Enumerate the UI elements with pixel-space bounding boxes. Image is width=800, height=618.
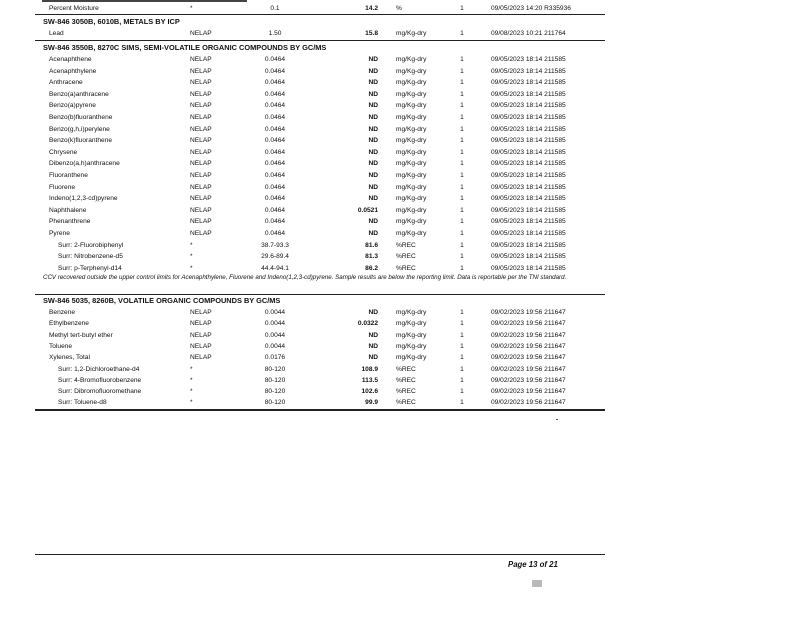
table-row [0,182,800,193]
result-value: 113.5 [361,376,378,384]
dilution: 1 [460,388,464,396]
analysis-date-batch: 09/02/2023 19:56 211647 [491,320,566,328]
analysis-date-batch: 09/05/2023 18:14 211585 [491,183,566,191]
dilution: 1 [460,160,464,168]
report-limit: 0.0464 [264,206,286,214]
table-row [0,193,800,204]
analysis-date-batch: 09/05/2023 18:14 211585 [491,172,566,179]
cert-flag: NELAP [190,67,212,75]
table-row [0,158,800,169]
analyte-name: Toluene [49,342,73,350]
cert-flag: NELAP [190,148,212,156]
section-divider [35,40,605,41]
dilution: 1 [460,102,464,110]
cert-flag: NELAP [190,114,212,121]
result-value: 108.9 [361,365,378,373]
table-row [0,341,800,352]
analysis-date-batch: 09/05/2023 18:14 211585 [491,218,566,226]
analyte-name: Fluoranthene [49,172,88,179]
table-row [0,364,800,375]
cert-flag: NELAP [190,183,212,191]
report-limit: 44.4-94.1 [261,264,289,272]
analysis-date-batch: 09/05/2023 18:14 211585 [491,90,566,98]
result-value: ND [368,67,378,75]
cert-flag: NELAP [190,342,212,350]
units: mg/Kg-dry [396,218,427,226]
analyte-name: Surr: Nitrobenzene-d5 [58,253,123,261]
cert-flag: * [190,253,193,261]
result-value: ND [368,230,378,237]
analysis-date-batch: 09/02/2023 19:56 211647 [491,399,566,407]
units: mg/Kg-dry [396,102,427,110]
report-limit: 0.0464 [264,160,286,168]
analyte-name: Surr: 4-Bromofluorobenzene [58,376,142,384]
result-value: 0.0521 [357,206,378,214]
table-row [0,3,800,14]
analyte-name: Benzo(g,h,i)perylene [49,125,110,133]
report-limit: 0.0176 [264,354,286,362]
dilution: 1 [460,172,464,179]
report-limit: 0.0464 [264,56,286,63]
table-row [0,54,800,65]
dilution: 1 [460,67,464,75]
dilution: 1 [460,354,464,362]
cert-flag: * [190,399,193,407]
units: mg/Kg-dry [396,331,427,339]
units: mg/Kg-dry [396,56,427,63]
report-limit: 0.0464 [264,137,286,145]
report-limit: 0.0464 [264,90,286,98]
analysis-date-batch: 09/05/2023 18:14 211585 [491,125,566,133]
result-value: ND [368,79,378,87]
analysis-date-batch: 09/05/2023 18:14 211585 [491,206,566,214]
cert-flag: NELAP [190,90,212,98]
table-row [0,330,800,341]
result-value: 0.0322 [357,320,378,328]
svoc-section-heading: SW-846 3550B, 8270C SIMS, SEMI-VOLATILE ORGANIC COMPOUNDS BY GC/MS [43,43,327,52]
cert-flag: NELAP [190,230,212,237]
report-limit: 0.0464 [264,218,286,226]
analysis-date-batch: 09/05/2023 18:14 211585 [491,79,566,87]
analyte-name: Dibenzo(a,h)anthracene [49,160,120,168]
report-limit: 0.0044 [264,331,286,339]
section-divider [35,14,605,15]
cert-flag: * [190,5,193,12]
top-clipped-line [42,0,247,2]
units: %REC [396,365,416,373]
analysis-date-batch: 09/05/2023 18:14 211585 [491,137,566,145]
cert-flag: NELAP [190,320,212,328]
analyte-name: Indeno(1,2,3-cd)pyrene [49,195,118,203]
report-limit: 0.0464 [264,172,286,179]
dilution: 1 [460,195,464,203]
analyte-name: Naphthalene [49,206,87,214]
analysis-date-batch: 09/05/2023 18:14 211585 [491,253,566,261]
metals-section-heading: SW-846 3050B, 6010B, METALS BY ICP [43,17,180,26]
dilution: 1 [460,125,464,133]
analysis-date-batch: 09/02/2023 19:56 211647 [491,365,566,373]
report-limit: 0.0464 [264,79,286,87]
units: %REC [396,241,416,249]
table-row [0,352,800,363]
result-value: ND [368,160,378,168]
analysis-date-batch: 09/02/2023 19:56 211647 [491,342,566,350]
analysis-date-batch: 09/05/2023 18:14 211585 [491,56,566,63]
dilution: 1 [460,253,464,261]
units: mg/Kg-dry [396,30,427,37]
cert-flag: NELAP [190,30,212,37]
table-row [0,124,800,135]
table-row [0,112,800,123]
report-limit: 0.0464 [264,114,286,121]
report-limit: 29.6-89.4 [261,253,289,261]
dilution: 1 [460,90,464,98]
analyte-name: Ethylbenzene [49,320,89,328]
dilution: 1 [460,399,464,407]
initials-stamp [532,580,542,587]
table-row [0,100,800,111]
report-limit: 0.0464 [264,102,286,110]
dilution: 1 [460,264,464,272]
dilution: 1 [460,320,464,328]
units: mg/Kg-dry [396,137,427,145]
table-row [0,77,800,88]
analyte-name: Chrysene [49,148,78,156]
table-row [0,375,800,386]
report-limit: 1.50 [268,30,282,37]
report-limit: 0.0044 [264,309,286,316]
dilution: 1 [460,331,464,339]
dilution: 1 [460,309,464,316]
units: mg/Kg-dry [396,206,427,214]
analyte-name: Xylenes, Total [49,354,90,362]
analysis-date-batch: 09/08/2023 10:21 211764 [491,30,566,37]
result-value: ND [368,137,378,145]
result-value: ND [368,114,378,121]
result-value: ND [368,331,378,339]
table-row [0,205,800,216]
report-limit: 80-120 [264,365,286,373]
result-value: ND [368,354,378,362]
cert-flag: NELAP [190,102,212,110]
analyte-name: Fluorene [49,183,76,191]
analysis-date-batch: 09/02/2023 19:56 211647 [491,388,566,396]
table-row [0,216,800,227]
dilution: 1 [460,218,464,226]
analyte-name: Acenaphthylene [49,67,97,75]
analyte-name: Benzo(k)fluoranthene [49,137,113,145]
units: mg/Kg-dry [396,160,427,168]
analyte-name: Surr: Dibromofluoromethane [58,388,142,396]
result-value: ND [368,342,378,350]
report-limit: 0.0464 [264,183,286,191]
result-value: ND [368,172,378,179]
dilution: 1 [460,365,464,373]
report-limit: 0.0464 [264,67,286,75]
dilution: 1 [460,241,464,249]
analysis-date-batch: 09/02/2023 19:56 211647 [491,309,566,316]
analyte-name: Benzo(a)pyrene [49,102,96,110]
cert-flag: NELAP [190,354,212,362]
table-row [0,240,800,251]
analyte-name: Acenaphthene [49,56,92,63]
units: %REC [396,264,416,272]
result-value: ND [368,183,378,191]
cert-flag: NELAP [190,56,212,63]
report-limit: 80-120 [264,376,286,384]
report-limit: 80-120 [264,388,286,396]
units: mg/Kg-dry [396,90,427,98]
units: %REC [396,388,416,396]
analysis-date-batch: 09/05/2023 18:14 211585 [491,230,566,237]
report-limit: 0.0464 [264,125,286,133]
page-number: Page 13 of 21 [508,560,558,569]
units: mg/Kg-dry [396,148,427,156]
dilution: 1 [460,79,464,87]
analysis-date-batch: 09/05/2023 14:20 R335936 [491,5,571,12]
section-bottom-rule [35,409,605,411]
dilution: 1 [460,5,464,12]
cert-flag: NELAP [190,172,212,179]
result-value: ND [368,309,378,316]
result-value: 99.9 [365,399,378,407]
cert-flag: NELAP [190,195,212,203]
report-limit: 0.0464 [264,195,286,203]
cert-flag: * [190,241,193,249]
report-limit: 0.1 [270,5,280,12]
table-row [0,135,800,146]
dilution: 1 [460,148,464,156]
table-row [0,28,800,39]
table-row [0,66,800,77]
analysis-date-batch: 09/05/2023 18:14 211585 [491,148,566,156]
result-value: ND [368,56,378,63]
report-limit: 0.0464 [264,230,286,237]
analyte-name: Benzo(a)anthracene [49,90,109,98]
analysis-date-batch: 09/02/2023 19:56 211647 [491,376,566,384]
cert-flag: NELAP [190,206,212,214]
units: mg/Kg-dry [396,79,427,87]
voc-section-heading: SW-846 5035, 8260B, VOLATILE ORGANIC COMPOUNDS BY GC/MS [43,296,281,305]
table-row [0,397,800,408]
analyte-name: Surr: Toluene-d8 [58,399,107,407]
table-row [0,147,800,158]
units: mg/Kg-dry [396,342,427,350]
report-limit: 0.0044 [264,342,286,350]
report-limit: 0.0464 [264,148,286,156]
analyte-name: Percent Moisture [49,5,99,12]
result-value: 15.8 [365,30,378,37]
cert-flag: * [190,388,193,396]
qc-note: CCV recovered outside the upper control limits for Acenaphthylene, Fluorene and Indeno(1,2,3-cd)pyrene. Sample results are below the reporting limit. Data is reportable per the TNI standard. [43,274,567,281]
units: mg/Kg-dry [396,114,427,121]
units: mg/Kg-dry [396,195,427,203]
analyte-name: Phenanthrene [49,218,91,226]
dilution: 1 [460,56,464,63]
analysis-date-batch: 09/05/2023 18:14 211585 [491,264,566,272]
result-value: 81.3 [365,253,378,261]
units: mg/Kg-dry [396,320,427,328]
dilution: 1 [460,30,464,37]
result-value: ND [368,195,378,203]
cert-flag: * [190,365,193,373]
cert-flag: * [190,376,193,384]
table-row [0,170,800,181]
report-limit: 80-120 [264,399,286,407]
units: %REC [396,399,416,407]
result-value: ND [368,90,378,98]
table-row [0,386,800,397]
result-value: 86.2 [365,264,378,272]
analyte-name: Benzene [49,309,76,316]
analysis-date-batch: 09/05/2023 18:14 211585 [491,67,566,75]
dilution: 1 [460,342,464,350]
analysis-date-batch: 09/02/2023 19:56 211647 [491,354,566,362]
speck [556,419,558,420]
analysis-date-batch: 09/05/2023 18:14 211585 [491,195,566,203]
cert-flag: NELAP [190,137,212,145]
dilution: 1 [460,230,464,237]
result-value: 81.6 [365,241,378,249]
table-row [0,263,800,274]
cert-flag: NELAP [190,79,212,87]
dilution: 1 [460,183,464,191]
result-value: ND [368,148,378,156]
footer-rule [35,554,605,555]
cert-flag: NELAP [190,125,212,133]
report-limit: 0.0044 [264,320,286,328]
cert-flag: NELAP [190,160,212,168]
units: mg/Kg-dry [396,230,427,237]
table-row [0,307,800,318]
cert-flag: NELAP [190,331,212,339]
analyte-name: Surr: p-Terphenyl-d14 [58,264,122,272]
analyte-name: Pyrene [49,230,70,237]
table-row [0,89,800,100]
result-value: 102.6 [361,388,378,396]
table-row [0,228,800,239]
units: % [396,5,402,12]
cert-flag: NELAP [190,218,212,226]
result-value: ND [368,218,378,226]
analyte-name: Anthracene [49,79,83,87]
units: mg/Kg-dry [396,354,427,362]
analysis-date-batch: 09/05/2023 18:14 211585 [491,160,566,168]
cert-flag: NELAP [190,309,212,316]
dilution: 1 [460,137,464,145]
analysis-date-batch: 09/02/2023 19:56 211647 [491,331,566,339]
units: mg/Kg-dry [396,183,427,191]
units: %REC [396,253,416,261]
units: %REC [396,376,416,384]
analyte-name: Surr: 1,2-Dichloroethane-d4 [58,365,140,373]
analysis-date-batch: 09/05/2023 18:14 211585 [491,114,566,121]
analyte-name: Lead [49,30,64,37]
units: mg/Kg-dry [396,125,427,133]
analysis-date-batch: 09/05/2023 18:14 211585 [491,241,566,249]
result-value: ND [368,125,378,133]
units: mg/Kg-dry [396,172,427,179]
dilution: 1 [460,114,464,121]
analysis-date-batch: 09/05/2023 18:14 211585 [491,102,566,110]
dilution: 1 [460,206,464,214]
table-row [0,251,800,262]
analyte-name: Benzo(b)fluoranthene [49,114,113,121]
table-row [0,318,800,329]
units: mg/Kg-dry [396,67,427,75]
analyte-name: Methyl tert-butyl ether [49,331,113,339]
result-value: ND [368,102,378,110]
units: mg/Kg-dry [396,309,427,316]
dilution: 1 [460,376,464,384]
cert-flag: * [190,264,193,272]
report-limit: 38.7-93.3 [261,241,289,249]
result-value: 14.2 [365,5,378,12]
analyte-name: Surr: 2-Fluorobiphenyl [58,241,124,249]
